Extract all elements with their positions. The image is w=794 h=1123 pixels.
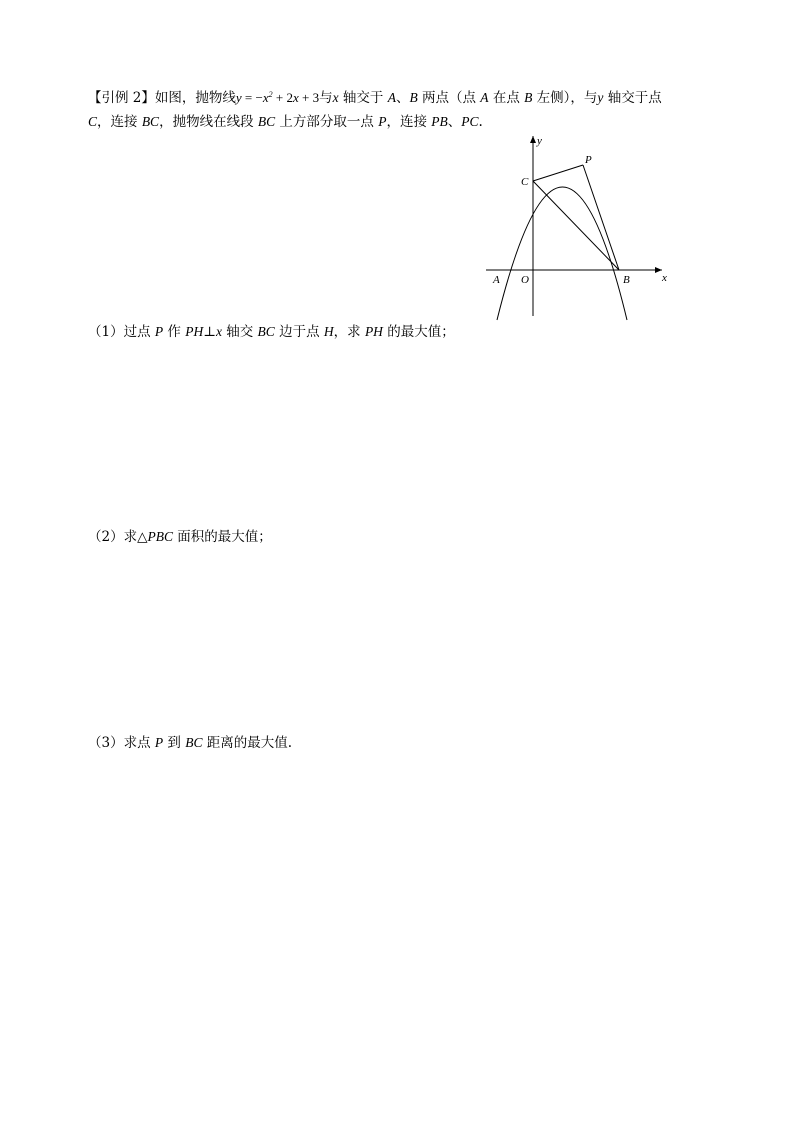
text: 到 bbox=[163, 735, 186, 751]
question-3 bbox=[88, 734, 292, 752]
point-p: P bbox=[154, 324, 164, 339]
question-number: （2） bbox=[88, 529, 124, 545]
segment-cb bbox=[533, 181, 619, 270]
separator: 、 bbox=[395, 90, 410, 106]
point-a: A bbox=[387, 90, 396, 105]
intro-b: 轴交于 bbox=[338, 90, 388, 106]
intro-d: 在点 bbox=[488, 90, 525, 106]
perp-symbol: ⊥ bbox=[203, 324, 216, 340]
intro-c: 两点（点 bbox=[417, 90, 481, 106]
segment-bc: BC bbox=[257, 114, 276, 129]
text: 上方部分取一点 bbox=[275, 114, 379, 130]
triangle-pbc: PBC bbox=[147, 529, 173, 544]
intro-f: 轴交于点 bbox=[603, 90, 662, 106]
text: 面积的最大值； bbox=[172, 529, 272, 545]
text: . bbox=[478, 114, 483, 130]
text: ，连接 bbox=[386, 114, 432, 130]
text: ，求 bbox=[333, 324, 365, 340]
point-p: P bbox=[378, 114, 387, 129]
text: 轴交 bbox=[221, 324, 258, 340]
label-y: y bbox=[537, 135, 542, 147]
text: 过点 bbox=[123, 324, 155, 340]
var-x: x bbox=[215, 324, 222, 339]
point-c: C bbox=[88, 114, 98, 129]
text: 、 bbox=[447, 114, 462, 130]
question-number: （1） bbox=[88, 324, 124, 340]
text: 的最大值； bbox=[382, 324, 455, 340]
label-c: C bbox=[521, 176, 529, 188]
text: 边于点 bbox=[274, 324, 324, 340]
label-a: A bbox=[493, 274, 500, 286]
text: 距离的最大值. bbox=[202, 735, 293, 751]
point-p: P bbox=[154, 735, 164, 750]
text: ，连接 bbox=[97, 114, 142, 130]
problem-line-2 bbox=[88, 113, 483, 131]
point-b-2: B bbox=[524, 90, 533, 105]
var-y: y bbox=[597, 90, 604, 105]
label-b: B bbox=[623, 274, 630, 286]
problem-tag: 【引例 2】 bbox=[88, 90, 155, 106]
point-h: H bbox=[323, 324, 334, 339]
segment-bc: BC bbox=[185, 735, 203, 750]
parabola-curve bbox=[497, 187, 627, 320]
text: 求△ bbox=[123, 529, 148, 545]
segment-ph: PH bbox=[364, 324, 383, 339]
intro-e: 左侧），与 bbox=[532, 90, 598, 106]
var-x: x bbox=[332, 90, 339, 105]
segment-cp bbox=[533, 165, 583, 181]
parabola-equation: $y = -x^2 + 2x + 3$ bbox=[235, 90, 320, 105]
problem-line-1 bbox=[88, 89, 662, 107]
segment-pc: PC bbox=[461, 114, 479, 129]
parabola-figure bbox=[480, 128, 680, 323]
intro-a: 与 bbox=[319, 90, 333, 106]
question-1 bbox=[88, 323, 455, 341]
segment-pb: PB bbox=[431, 114, 448, 129]
question-number: （3） bbox=[88, 735, 124, 751]
text: 作 bbox=[163, 324, 186, 340]
text: ，抛物线在线段 bbox=[159, 114, 258, 130]
segment-ph: PH bbox=[185, 324, 204, 339]
point-b: B bbox=[409, 90, 418, 105]
segment-bc: BC bbox=[257, 324, 275, 339]
question-2 bbox=[88, 528, 272, 546]
segment-bc: BC bbox=[141, 114, 160, 129]
text: 求点 bbox=[123, 735, 155, 751]
label-p: P bbox=[585, 154, 592, 166]
point-a-2: A bbox=[480, 90, 489, 105]
segment-pb bbox=[583, 165, 619, 270]
intro-prefix: 如图，抛物线 bbox=[154, 90, 236, 106]
label-o: O bbox=[521, 274, 529, 286]
label-x: x bbox=[662, 272, 667, 284]
